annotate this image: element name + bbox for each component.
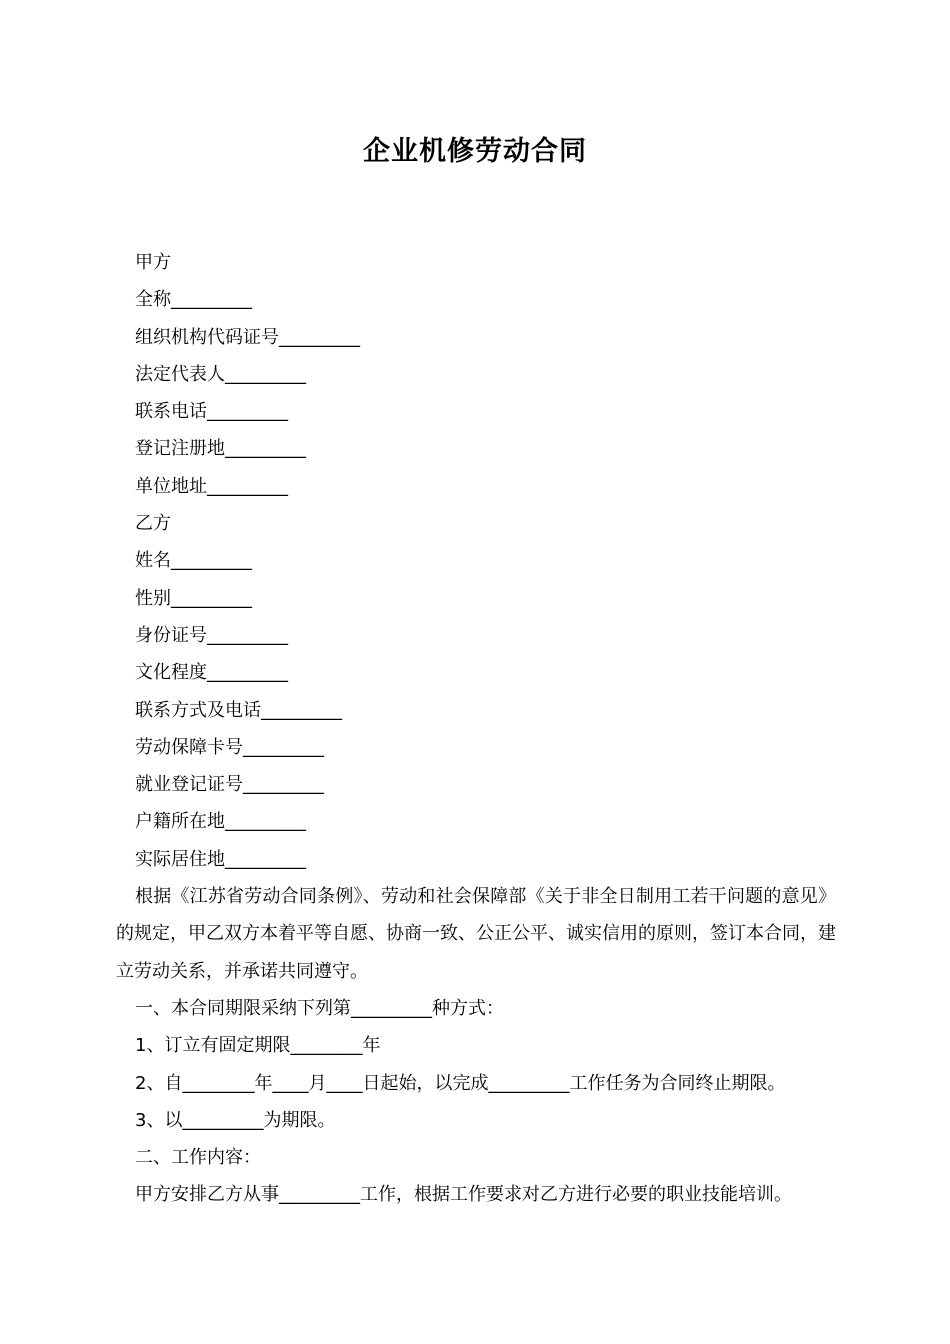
party-b-residence-field: 实际居住地_________ (135, 848, 306, 870)
party-b-heading: 乙方 (135, 513, 171, 535)
clause-term-option-1: 1、订立有固定期限________年 (135, 1035, 381, 1057)
party-b-household-field: 户籍所在地_________ (135, 811, 306, 833)
clause-work-heading: 二、工作内容： (135, 1147, 261, 1169)
party-b-gender-field: 性别_________ (135, 587, 252, 609)
party-b-contact-field: 联系方式及电话_________ (135, 699, 342, 721)
party-a-heading: 甲方 (135, 252, 171, 273)
party-a-phone-field: 联系电话_________ (135, 401, 288, 423)
party-b-labor-card-field: 劳动保障卡号_________ (135, 736, 324, 758)
document-title: 企业机修劳动合同 (363, 136, 587, 167)
clause-term-heading: 一、本合同期限采纳下列第_________种方式： (135, 997, 504, 1019)
clause-term-option-3: 3、以_________为期限。 (135, 1109, 336, 1131)
party-b-employment-reg-field: 就业登记证号_________ (135, 774, 324, 796)
party-b-id-number-field: 身份证号_________ (135, 624, 288, 646)
document-body (116, 244, 836, 1214)
party-a-legal-rep-field: 法定代表人_________ (135, 363, 306, 385)
party-a-address-field: 单位地址_________ (135, 475, 288, 497)
preamble-paragraph: 根据《江苏省劳动合同条例》、劳动和社会保障部《关于非全日制用工若干问题的意见》的规定，甲乙双方本着平等自愿、协商一致、公正公平、诚实信用的原则，签订本合同，建立劳动关系，并承诺共同遵守。 (116, 886, 836, 982)
clause-work-content: 甲方安排乙方从事_________工作，根据工作要求对乙方进行必要的职业技能培训。 (135, 1184, 792, 1206)
party-a-org-code-field: 组织机构代码证号_________ (135, 326, 360, 348)
party-b-name-field: 姓名_________ (135, 550, 252, 572)
party-a-full-name-field: 全称_________ (135, 289, 252, 311)
clause-term-option-2: 2、自________年____月____日起始，以完成_________工作任务为合同终止期限。 (135, 1072, 786, 1094)
party-b-education-field: 文化程度_________ (135, 662, 288, 684)
party-a-registered-address-field: 登记注册地_________ (135, 438, 306, 460)
